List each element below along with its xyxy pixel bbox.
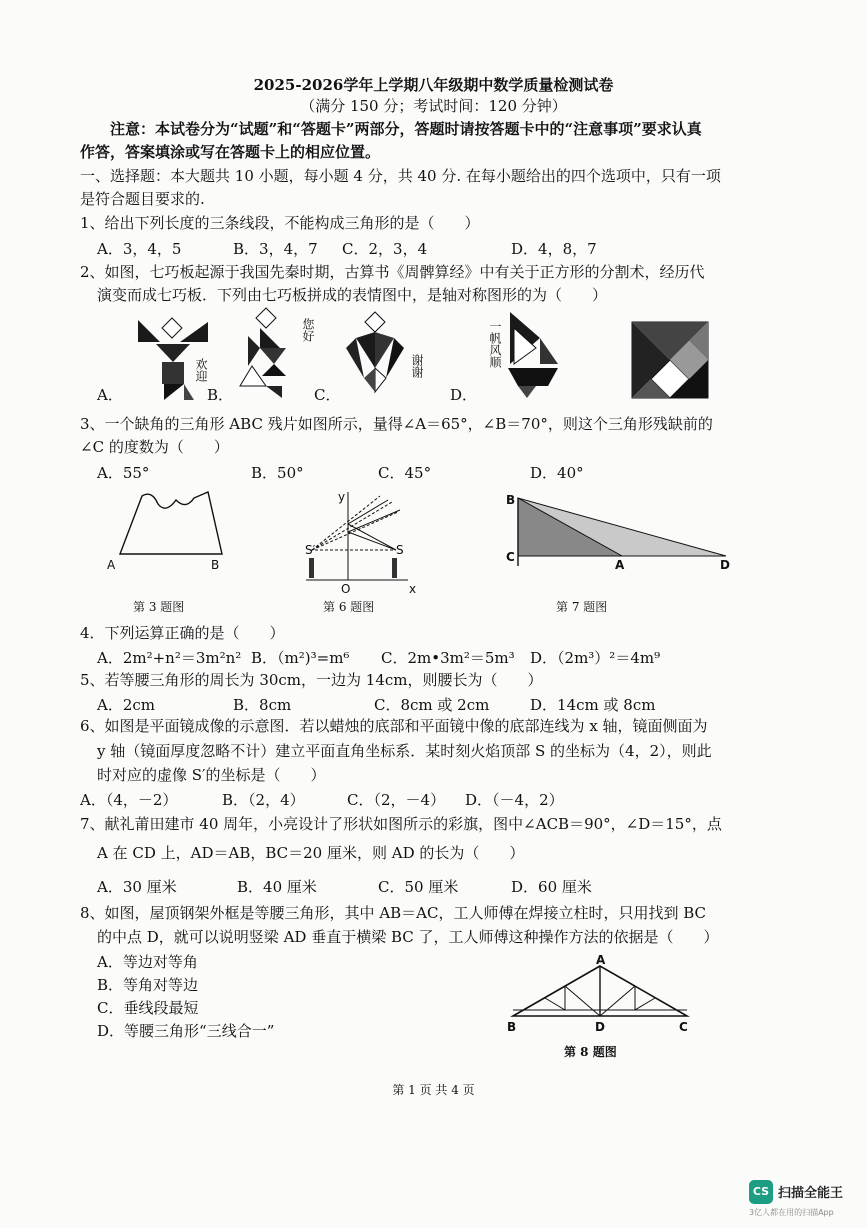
fig6-label-s-prime: S′ [305, 543, 316, 557]
q1-option-c: C．2，3，4 [342, 240, 428, 258]
q6-line-2: y 轴（镜面厚度忽略不计）建立平面直角坐标系．某时刻火焰顶部 S 的坐标为（4，2），则此 [97, 742, 712, 760]
q2-label-c: C． [314, 386, 341, 404]
tangram-b-text: 您好 [301, 318, 315, 342]
q4-stem: 4．下列运算正确的是（ ） [80, 624, 285, 642]
tangram-figure-a [120, 312, 220, 402]
tangram-figure-d [500, 308, 566, 400]
exam-title: 2025-2026学年上学期八年级期中数学质量检测试卷 [253, 76, 614, 94]
scanner-app-tagline: 3亿人都在用的扫描App [749, 1208, 834, 1217]
fig3-caption: 第 3 题图 [133, 600, 185, 614]
fig7-label-b: B [506, 493, 516, 507]
section1-line-2: 是符合题目要求的. [80, 190, 205, 208]
scanner-watermark [749, 1180, 859, 1220]
fig3-label-b: B [211, 558, 220, 572]
q3-option-a: A．55° [97, 464, 150, 482]
q5-option-a: A．2cm [97, 696, 156, 714]
fig6-label-y: y [338, 490, 346, 504]
q6-option-a: A．（4，－2） [80, 791, 178, 809]
q6-line-3: 时对应的虚像 S′的坐标是（ ） [97, 766, 326, 784]
q8-option-a: A．等边对等角 [97, 953, 198, 971]
page-number: 第 1 页 共 4 页 [392, 1083, 475, 1097]
q4-option-c: C．2m•3m²＝5m³ [381, 649, 515, 667]
q6-option-c: C．（2，－4） [347, 791, 446, 809]
fig8-label-b: B [507, 1020, 517, 1034]
tangram-a-text: 欢迎 [194, 358, 208, 382]
scanner-app-name: 扫描全能王 [778, 1186, 844, 1201]
fig7-flag [500, 494, 740, 568]
q5-option-b: B．8cm [233, 696, 292, 714]
fig8-label-c: C [679, 1020, 688, 1034]
q6-option-b: B．（2，4） [222, 791, 305, 809]
q5-stem: 5、若等腰三角形的周长为 30cm，一边为 14cm，则腰长为（ ） [80, 671, 543, 689]
q8-option-c: C．垂线段最短 [97, 999, 199, 1017]
q8-line-2: 的中点 D，就可以说明竖梁 AD 垂直于横梁 BC 了，工人师傅这种操作方法的依据是（ ） [97, 928, 719, 946]
q3-line-2: ∠C 的度数为（ ） [80, 438, 229, 456]
q7-option-b: B．40 厘米 [237, 878, 317, 896]
fig8-label-a: A [596, 953, 606, 967]
fig3-label-a: A [107, 558, 116, 572]
q7-option-c: C．50 厘米 [378, 878, 459, 896]
q3-option-d: D．40° [530, 464, 584, 482]
notice-line-2: 作答，答案填涂或写在答题卡上的相应位置。 [80, 143, 381, 161]
q7-line-2: A 在 CD 上，AD＝AB，BC＝20 厘米，则 AD 的长为（ ） [97, 844, 525, 862]
q4-option-a: A．2m²+n²＝3m²n² [97, 649, 242, 667]
fig7-caption: 第 7 题图 [556, 600, 608, 614]
q3-line-1: 3、一个缺角的三角形 ABC 残片如图所示，量得∠A＝65°，∠B＝70°，则这个三角形残缺前的 [80, 415, 713, 433]
fig6-label-s: S [396, 543, 404, 557]
q8-option-b: B．等角对等边 [97, 976, 199, 994]
fig7-label-c: C [506, 550, 515, 564]
tangram-d-text: 一帆风顺 [488, 320, 502, 368]
tangram-figure-b [236, 306, 306, 401]
q8-line-1: 8、如图，屋顶钢架外框是等腰三角形，其中 AB＝AC，工人师傅在焊接立柱时，只用找到 BC [80, 904, 707, 922]
q5-option-c: C．8cm 或 2cm [374, 696, 490, 714]
q1-option-b: B．3，4，7 [233, 240, 318, 258]
fig6-mirror-diagram [300, 488, 425, 593]
q1-option-d: D．4，8，7 [511, 240, 597, 258]
q3-option-c: C．45° [378, 464, 432, 482]
fig6-label-x: x [409, 582, 417, 596]
fig7-label-d: D [720, 558, 730, 572]
q5-option-d: D．14cm 或 8cm [530, 696, 656, 714]
tangram-figure-square [632, 322, 708, 398]
q2-label-a: A． [97, 386, 123, 404]
q4-option-b: B．（m²)³=m⁶ [251, 649, 350, 667]
q8-option-d: D．等腰三角形“三线合一” [97, 1022, 275, 1040]
q3-option-b: B．50° [251, 464, 304, 482]
fig8-label-d: D [595, 1020, 605, 1034]
q7-option-d: D．60 厘米 [511, 878, 592, 896]
q2-line-2: 演变而成七巧板．下列由七巧板拼成的表情图中，是轴对称图形的为（ ） [97, 286, 608, 304]
fig8-caption: 第 8 题图 [564, 1045, 617, 1059]
section1-line-1: 一、选择题：本大题共 10 小题，每小题 4 分，共 40 分. 在每小题给出的四个选项中，只有一项 [80, 167, 721, 185]
exam-subtitle: （满分 150 分；考试时间：120 分钟） [300, 97, 567, 115]
q1-option-a: A．3，4，5 [97, 240, 182, 258]
q7-line-1: 7、献礼莆田建市 40 周年，小亮设计了形状如图所示的彩旗，图中∠ACB＝90°，∠D＝15°，点 [80, 815, 722, 833]
scanner-logo-icon: CS [749, 1180, 773, 1204]
q1-stem: 1、给出下列长度的三条线段，不能构成三角形的是（ ） [80, 214, 480, 232]
fig7-label-a: A [615, 558, 625, 572]
q2-line-1: 2、如图，七巧板起源于我国先秦时期，古算书《周髀算经》中有关于正方形的分割术，经历代 [80, 263, 705, 281]
q6-option-d: D．（－4，2） [465, 791, 564, 809]
q4-option-d: D．（2m³）²＝4m⁹ [530, 649, 661, 667]
tangram-figure-c [342, 308, 412, 403]
tangram-c-text: 谢谢 [410, 354, 424, 378]
q2-label-d: D． [450, 386, 478, 404]
notice-line-1: 注意：本试卷分为“试题”和“答题卡”两部分，答题时请按答题卡中的“注意事项”要求认真 [110, 120, 702, 138]
q6-line-1: 6、如图是平面镜成像的示意图．若以蜡烛的底部和平面镜中像的底部连线为 x 轴，镜面侧面为 [80, 717, 708, 735]
q7-option-a: A．30 厘米 [97, 878, 177, 896]
fig6-label-o: O [341, 582, 351, 596]
q2-label-b: B． [207, 386, 234, 404]
fig8-roof-truss [505, 960, 695, 1022]
fig6-caption: 第 6 题图 [323, 600, 375, 614]
